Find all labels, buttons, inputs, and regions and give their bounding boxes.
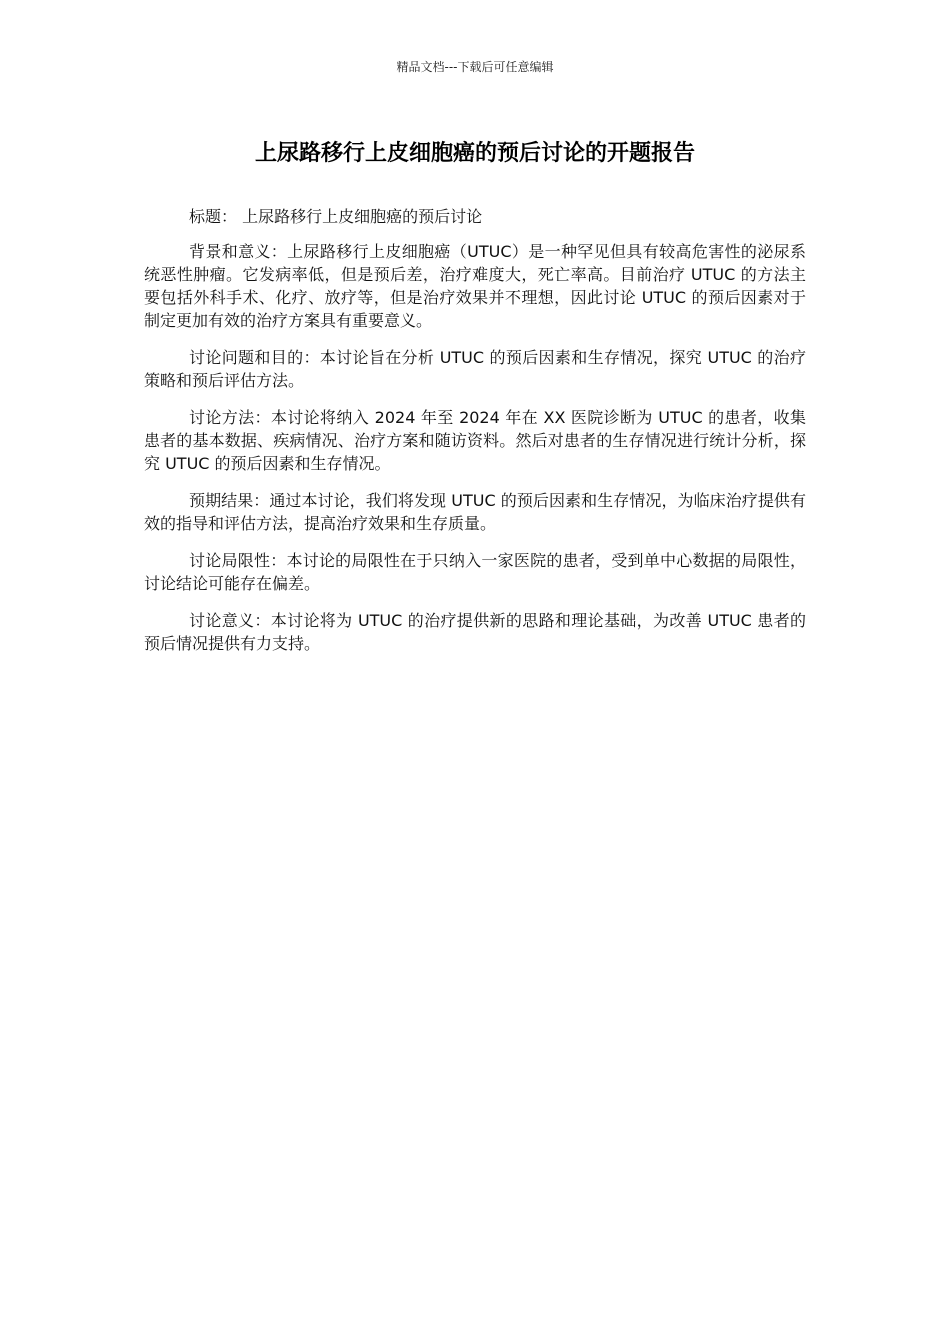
paragraph-method: 讨论方法：本讨论将纳入 2024 年至 2024 年在 XX 医院诊断为 UTUC 的患者，收集患者的基本数据、疾病情况、治疗方案和随访资料。然后对患者的生存情况进行统计分析，探究 UTUC 的预后因素和生存情况。 xyxy=(144,408,806,473)
paragraph-subject: 标题： 上尿路移行上皮细胞癌的预后讨论 xyxy=(189,207,483,226)
document-body xyxy=(144,205,806,669)
paragraph-expected-results: 预期结果：通过本讨论，我们将发现 UTUC 的预后因素和生存情况，为临床治疗提供有效的指导和评估方法，提高治疗效果和生存质量。 xyxy=(144,491,806,533)
page-header: 精品文档---下载后可任意编辑 xyxy=(396,60,554,74)
paragraph-purpose: 讨论问题和目的：本讨论旨在分析 UTUC 的预后因素和生存情况，探究 UTUC 的治疗策略和预后评估方法。 xyxy=(144,348,806,390)
paragraph-significance: 讨论意义：本讨论将为 UTUC 的治疗提供新的思路和理论基础，为改善 UTUC 患者的预后情况提供有力支持。 xyxy=(144,611,806,653)
paragraph-limitations: 讨论局限性：本讨论的局限性在于只纳入一家医院的患者，受到单中心数据的局限性，讨论结论可能存在偏差。 xyxy=(144,551,806,593)
document-title: 上尿路移行上皮细胞癌的预后讨论的开题报告 xyxy=(254,141,695,166)
paragraph-background: 背景和意义：上尿路移行上皮细胞癌（UTUC）是一种罕见但具有较高危害性的泌尿系统恶性肿瘤。它发病率低，但是预后差，治疗难度大，死亡率高。目前治疗 UTUC 的方法主要包括外科手术、化疗、放疗等，但是治疗效果并不理想，因此讨论 UTUC 的预后因素对于制定更加有效的治疗方案具有重要意义。 xyxy=(144,242,806,330)
